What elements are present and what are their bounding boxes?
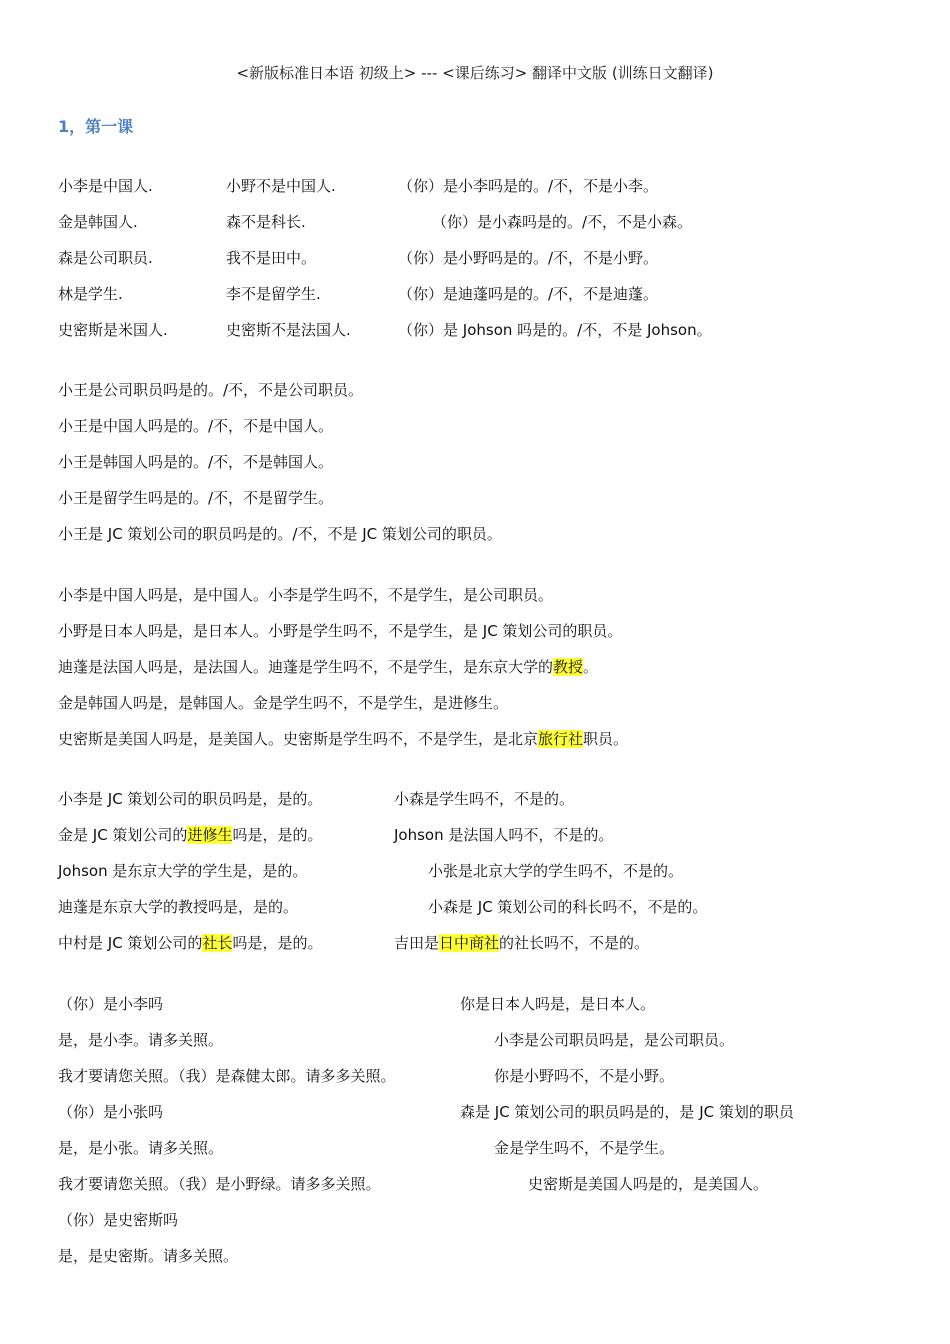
page-title: <新版标准日本语 初级上> --- <课后练习> 翻译中文版 (训练日文翻译) (236, 64, 714, 82)
qa-line: 你是小野吗不，不是小野。 (494, 1067, 675, 1085)
dialogue-line: （你）是小张吗 (58, 1103, 164, 1121)
sentence: 小森是 JC 策划公司的科长吗不，不是的。 (428, 898, 708, 916)
sentence: 吉田是日中商社的社长吗不，不是的。 (394, 934, 650, 952)
sentence: 小王是 JC 策划公司的职员吗是的。/不，不是 JC 策划公司的职员。 (58, 525, 502, 543)
sentence: 森是公司职员. (58, 249, 153, 267)
qa-line: 金是学生吗不，不是学生。 (494, 1139, 675, 1157)
sentence: 金是 JC 策划公司的进修生吗是，是的。 (58, 826, 323, 844)
sentence: （你）是小李吗是的。/不，不是小李。 (398, 177, 659, 195)
sentence: 迪蓬是法国人吗是，是法国人。迪蓬是学生吗不，不是学生，是东京大学的教授。 (58, 658, 599, 676)
sentence: 小李是中国人. (58, 177, 153, 195)
sentence: 森不是科长. (226, 213, 306, 231)
dialogue-line: 是，是小张。请多关照。 (58, 1139, 224, 1157)
sentence: 小野不是中国人. (226, 177, 336, 195)
sentence: 小森是学生吗不，不是的。 (394, 790, 575, 808)
dialogue-line: 是，是小李。请多关照。 (58, 1031, 224, 1049)
sentence: 李不是留学生. (226, 285, 321, 303)
sentence: 史密斯是米国人. (58, 321, 168, 339)
dialogue-line: 是，是史密斯。请多关照。 (58, 1247, 239, 1265)
dialogue-line: （你）是史密斯吗 (58, 1211, 179, 1229)
dialogue-line: （你）是小李吗 (58, 995, 164, 1013)
sentence: 小王是韩国人吗是的。/不，不是韩国人。 (58, 453, 334, 471)
sentence: （你）是迪蓬吗是的。/不，不是迪蓬。 (398, 285, 659, 303)
sentence: 金是韩国人吗是，是韩国人。金是学生吗不，不是学生，是进修生。 (58, 694, 509, 712)
sentence: 中村是 JC 策划公司的社长吗是，是的。 (58, 934, 323, 952)
sentence: Johson 是法国人吗不，不是的。 (394, 826, 614, 844)
sentence: 史密斯不是法国人. (226, 321, 351, 339)
sentence: 迪蓬是东京大学的教授吗是，是的。 (58, 898, 299, 916)
highlighted-word: 社长 (202, 934, 233, 952)
highlighted-word: 旅行社 (538, 730, 584, 748)
highlighted-word: 进修生 (187, 826, 233, 844)
sentence: 小李是 JC 策划公司的职员吗是，是的。 (58, 790, 323, 808)
highlighted-word: 教授 (553, 658, 584, 676)
sentence: 金是韩国人. (58, 213, 138, 231)
qa-line: 你是日本人吗是，是日本人。 (460, 995, 656, 1013)
highlighted-word: 日中商社 (439, 934, 500, 952)
sentence: 史密斯是美国人吗是，是美国人。史密斯是学生吗不，不是学生，是北京旅行社职员。 (58, 730, 629, 748)
qa-line: 史密斯是美国人吗是的，是美国人。 (528, 1175, 769, 1193)
sentence: 小野是日本人吗是，是日本人。小野是学生吗不，不是学生，是 JC 策划公司的职员。 (58, 622, 623, 640)
dialogue-line: 我才要请您关照。（我）是小野绿。请多多关照。 (58, 1175, 381, 1193)
section-heading: 1，第一课 (58, 117, 134, 136)
sentence: 林是学生. (58, 285, 123, 303)
sentence: 小王是留学生吗是的。/不，不是留学生。 (58, 489, 334, 507)
sentence: 小张是北京大学的学生吗不，不是的。 (428, 862, 684, 880)
sentence: （你）是小森吗是的。/不，不是小森。 (432, 213, 693, 231)
sentence: （你）是 Johson 吗是的。/不，不是 Johson。 (398, 321, 712, 339)
dialogue-line: 我才要请您关照。（我）是森健太郎。请多多关照。 (58, 1067, 396, 1085)
sentence: 小王是中国人吗是的。/不，不是中国人。 (58, 417, 334, 435)
qa-line: 森是 JC 策划公司的职员吗是的，是 JC 策划的职员 (460, 1103, 794, 1121)
sentence: （你）是小野吗是的。/不，不是小野。 (398, 249, 659, 267)
sentence: 小王是公司职员吗是的。/不，不是公司职员。 (58, 381, 364, 399)
qa-line: 小李是公司职员吗是，是公司职员。 (494, 1031, 735, 1049)
sentence: Johson 是东京大学的学生是，是的。 (58, 862, 308, 880)
sentence: 小李是中国人吗是，是中国人。小李是学生吗不，不是学生，是公司职员。 (58, 586, 554, 604)
sentence: 我不是田中。 (226, 249, 317, 267)
